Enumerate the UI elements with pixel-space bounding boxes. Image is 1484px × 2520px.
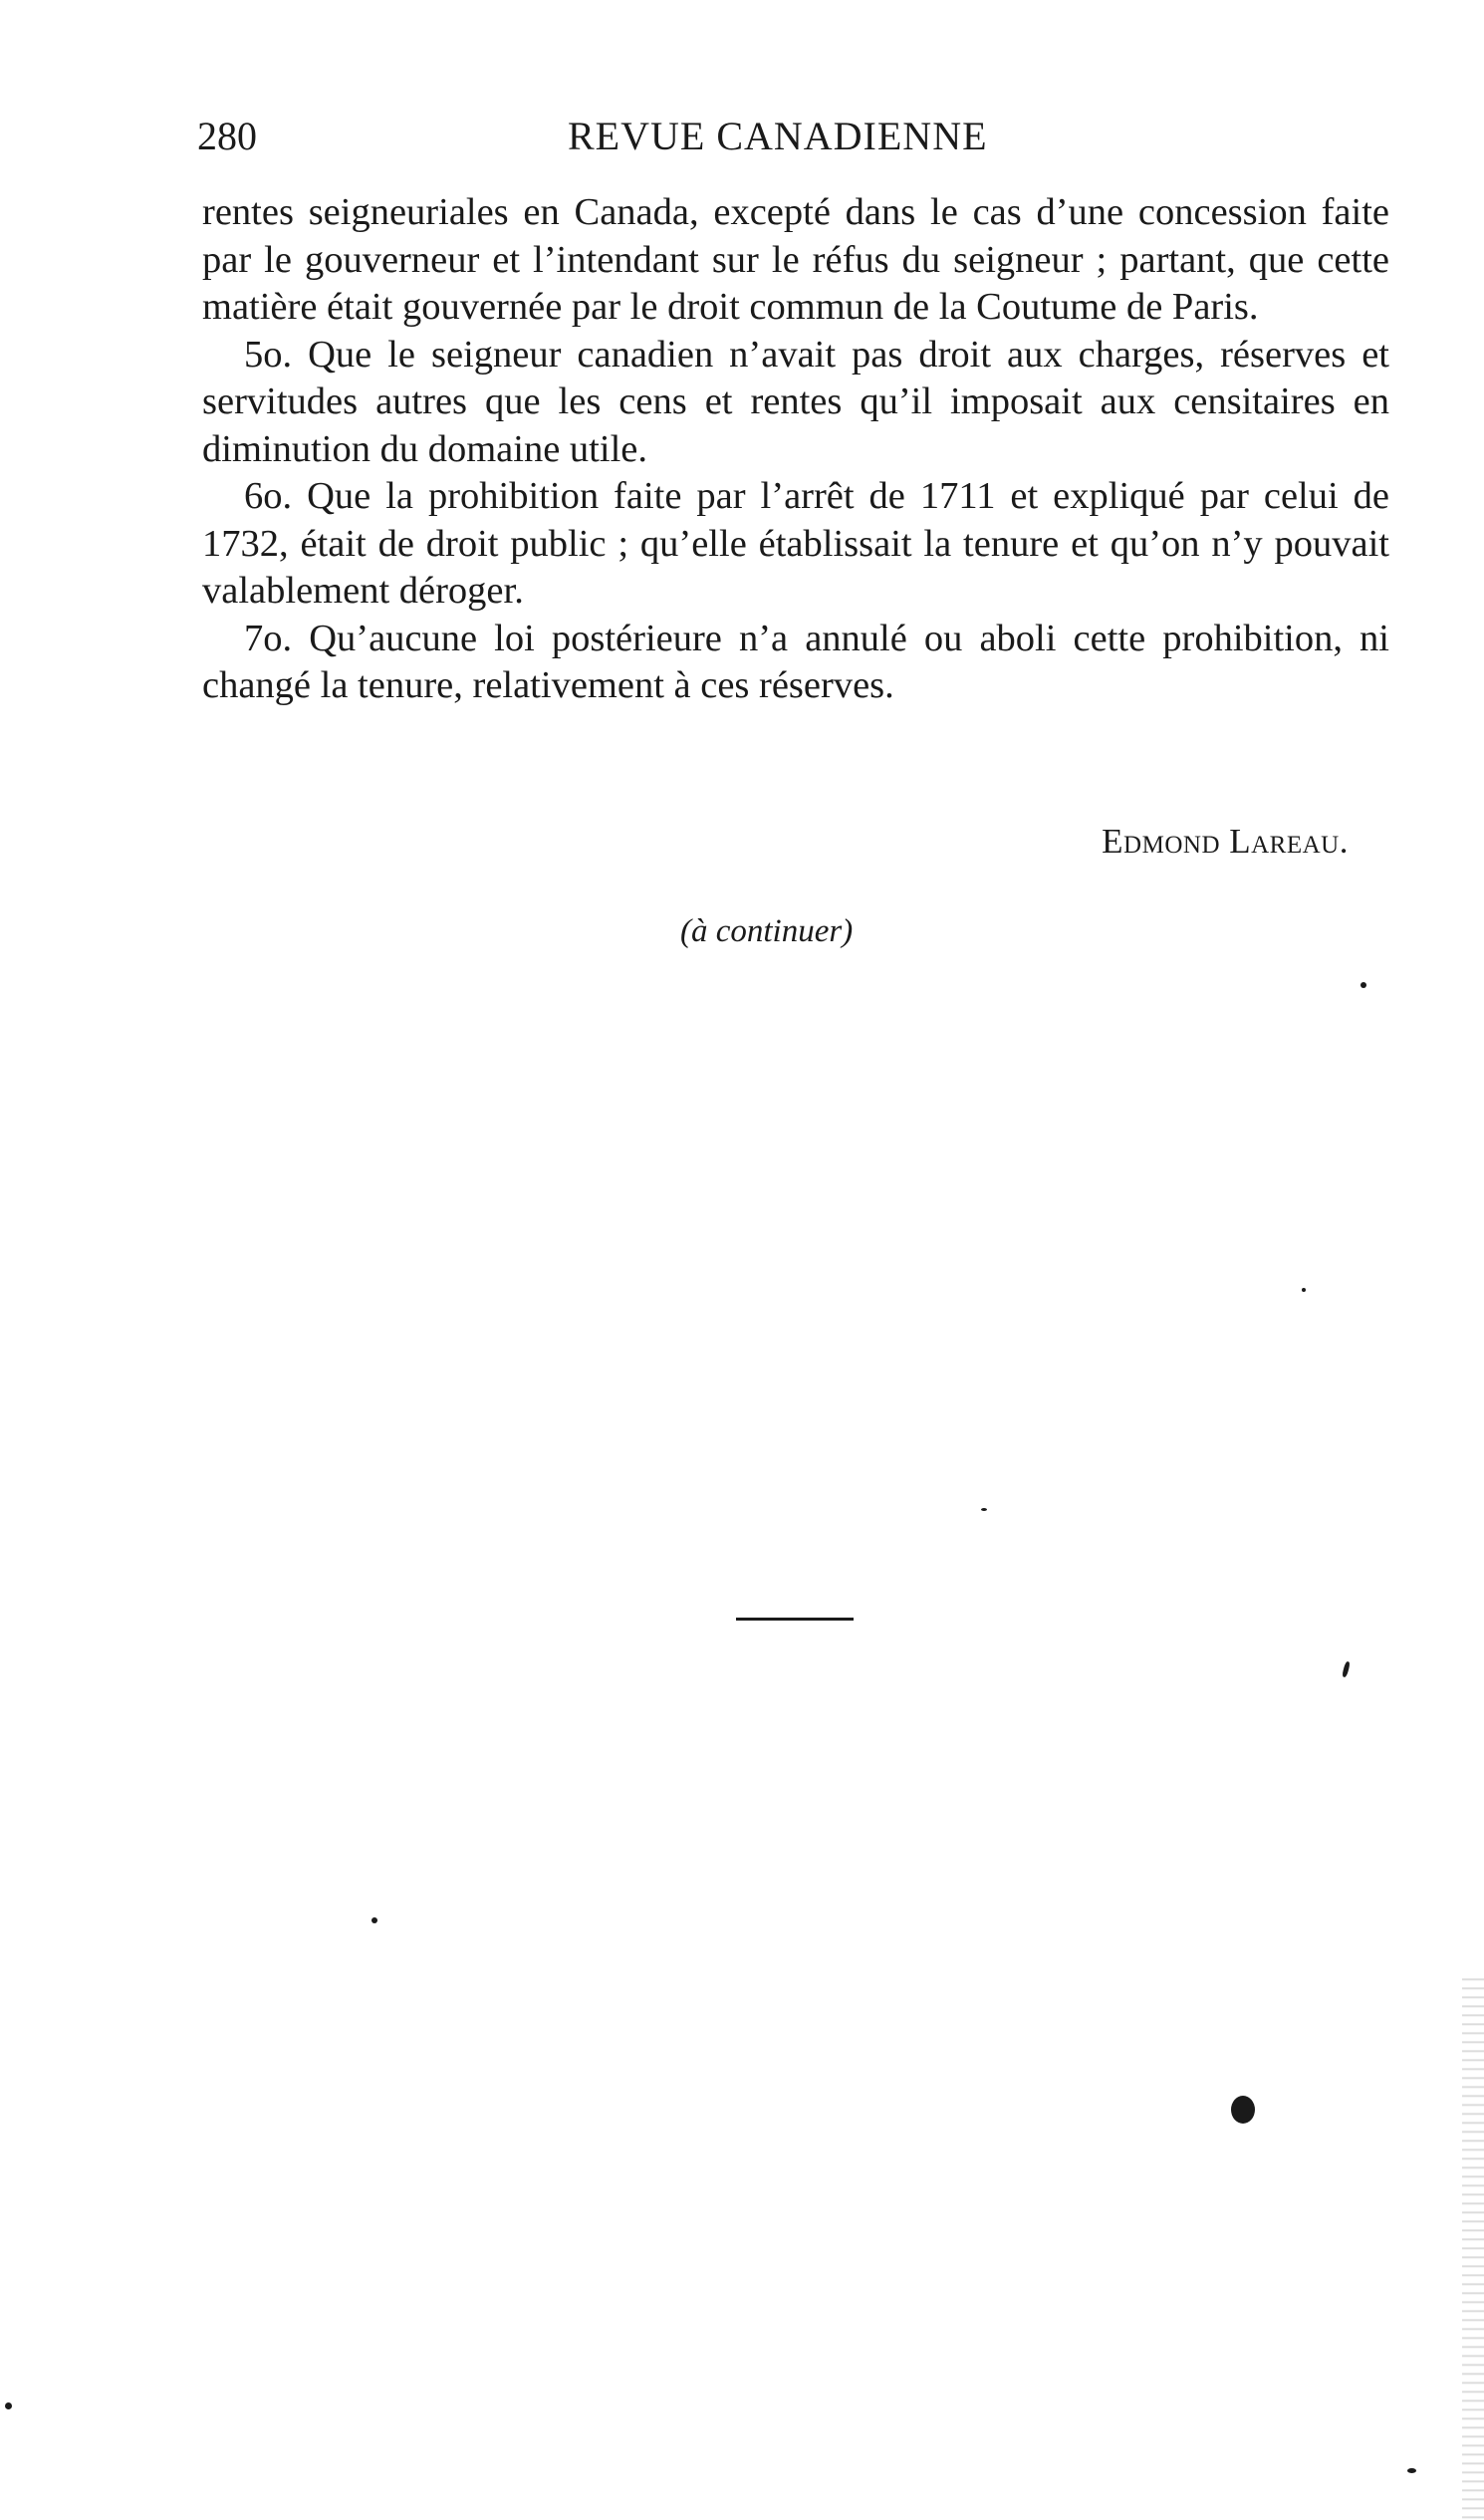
page-header bbox=[197, 112, 1392, 161]
scan-speck bbox=[371, 1917, 377, 1923]
scan-speck bbox=[5, 2402, 12, 2409]
page-number: 280 bbox=[197, 114, 257, 158]
paragraph-continuation: rentes seigneuriales en Canada, excepté dans le cas d’une concession faite par le gouverneur et l’intendant sur le réfus du seigneur ; partant, que cette matière était gouvernée par le droit commun de la Coutume de Paris. bbox=[202, 191, 1389, 328]
paragraph-item-5: 5o. Que le seigneur canadien n’avait pas droit aux charges, réserves et servitudes autres que les cens et rentes qu’il imposait aux censitaires en diminution du domaine utile. bbox=[202, 333, 1389, 470]
scan-speck bbox=[1342, 1661, 1351, 1678]
scan-speck bbox=[981, 1508, 987, 1511]
scan-speck bbox=[1231, 2096, 1255, 2124]
scan-speck bbox=[1407, 2468, 1416, 2473]
scan-speck bbox=[1360, 982, 1366, 988]
continued-note: (à continuer) bbox=[680, 913, 854, 949]
section-divider bbox=[736, 1618, 854, 1621]
scan-edge-noise bbox=[1462, 1972, 1484, 2520]
body-text bbox=[202, 189, 1389, 710]
scan-speck bbox=[1302, 1288, 1306, 1292]
running-title: REVUE CANADIENNE bbox=[568, 114, 988, 158]
paragraph-item-6: 6o. Que la prohibition faite par l’arrêt de 1711 et expliqué par celui de 1732, était de droit public ; qu’elle établissait la tenure et qu’on n’y pouvait valablement déroger. bbox=[202, 475, 1389, 612]
paragraph-item-7: 7o. Qu’aucune loi postérieure n’a annulé ou aboli cette prohibition, ni changé la tenure, relativement à ces réserves. bbox=[202, 617, 1389, 706]
author-signature: Edmond Lareau. bbox=[1102, 822, 1349, 861]
